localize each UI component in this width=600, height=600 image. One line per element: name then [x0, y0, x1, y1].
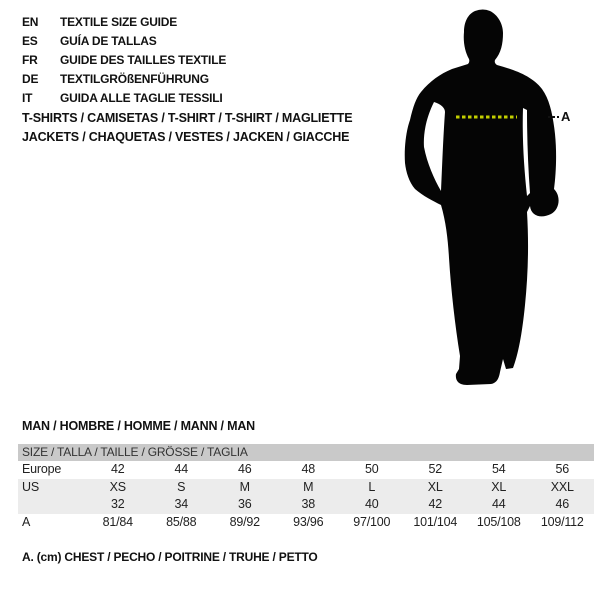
- table-row: [18, 496, 594, 514]
- size-cell: 97/100: [353, 514, 391, 529]
- man-silhouette-body: [405, 10, 559, 386]
- row-label: A: [22, 514, 31, 529]
- language-label: GUÍA DE TALLAS: [60, 34, 157, 48]
- language-row: [22, 89, 226, 108]
- size-cell: 81/84: [102, 514, 133, 529]
- size-cell: 56: [555, 462, 569, 476]
- size-cell: 46: [237, 462, 252, 476]
- language-code: IT: [22, 91, 33, 105]
- size-cell: 46: [555, 497, 569, 511]
- table-row: [18, 461, 594, 479]
- size-cell: 109/112: [540, 514, 584, 529]
- size-cell: 44: [174, 462, 188, 476]
- size-table: [18, 444, 594, 531]
- language-label: GUIDE DES TAILLES TEXTILE: [60, 53, 227, 67]
- language-row: [22, 70, 226, 89]
- table-row: [18, 514, 594, 532]
- category-line: JACKETS / CHAQUETAS / VESTES / JACKEN / GIACCHE: [22, 130, 350, 144]
- size-cell: 101/104: [413, 514, 458, 529]
- size-cell: 42: [110, 462, 125, 476]
- size-cell: 44: [491, 497, 506, 511]
- marker-label: A: [561, 109, 571, 124]
- size-cell: 54: [491, 462, 506, 476]
- size-cell: 48: [301, 462, 315, 476]
- size-cell: 105/108: [476, 514, 521, 529]
- size-cell: 89/92: [229, 514, 260, 529]
- man-silhouette: [400, 0, 600, 410]
- size-cell: M: [303, 479, 314, 494]
- size-cell: 52: [428, 462, 442, 476]
- language-label: GUIDA ALLE TAGLIE TESSILI: [60, 91, 223, 105]
- category-line: T-SHIRTS / CAMISETAS / T-SHIRT / T-SHIRT / MAGLIETTE: [22, 111, 353, 125]
- size-cell: 40: [364, 497, 379, 511]
- language-code: FR: [22, 53, 38, 67]
- language-label: TEXTILE SIZE GUIDE: [60, 15, 178, 29]
- size-cell: S: [177, 479, 186, 494]
- category-list: [22, 109, 352, 147]
- language-row: [22, 13, 226, 32]
- size-table-header: SIZE / TALLA / TAILLE / GRÖSSE / TAGLIA: [18, 444, 594, 461]
- size-cell: 32: [110, 497, 125, 511]
- language-code: DE: [22, 72, 39, 86]
- size-cell: M: [239, 479, 250, 494]
- size-table-body: [18, 461, 594, 531]
- row-label: [18, 496, 86, 514]
- language-row: [22, 32, 226, 51]
- language-list: [22, 13, 226, 108]
- language-code: ES: [22, 34, 38, 48]
- size-cell: 34: [174, 497, 188, 511]
- language-code: EN: [22, 15, 39, 29]
- measurement-footnote: A. (cm) CHEST / PECHO / POITRINE / TRUHE / PETTO: [22, 550, 318, 564]
- size-cell: XL: [491, 479, 507, 494]
- size-cell: 93/96: [293, 514, 324, 529]
- size-cell: 38: [301, 497, 315, 511]
- section-title: MAN / HOMBRE / HOMME / MANN / MAN: [22, 419, 255, 433]
- size-cell: 36: [237, 497, 252, 511]
- size-cell: 85/88: [166, 514, 197, 529]
- language-row: [22, 51, 226, 70]
- language-label: TEXTILGRÖßENFÜHRUNG: [60, 72, 209, 86]
- row-label: US: [22, 479, 39, 494]
- size-cell: XXL: [550, 479, 574, 494]
- size-cell: XL: [427, 479, 443, 494]
- size-cell: XS: [109, 479, 126, 494]
- size-cell: L: [368, 479, 376, 494]
- row-label: Europe: [22, 462, 62, 476]
- size-cell: 50: [364, 462, 379, 476]
- table-row: [18, 479, 594, 497]
- size-cell: 42: [428, 497, 442, 511]
